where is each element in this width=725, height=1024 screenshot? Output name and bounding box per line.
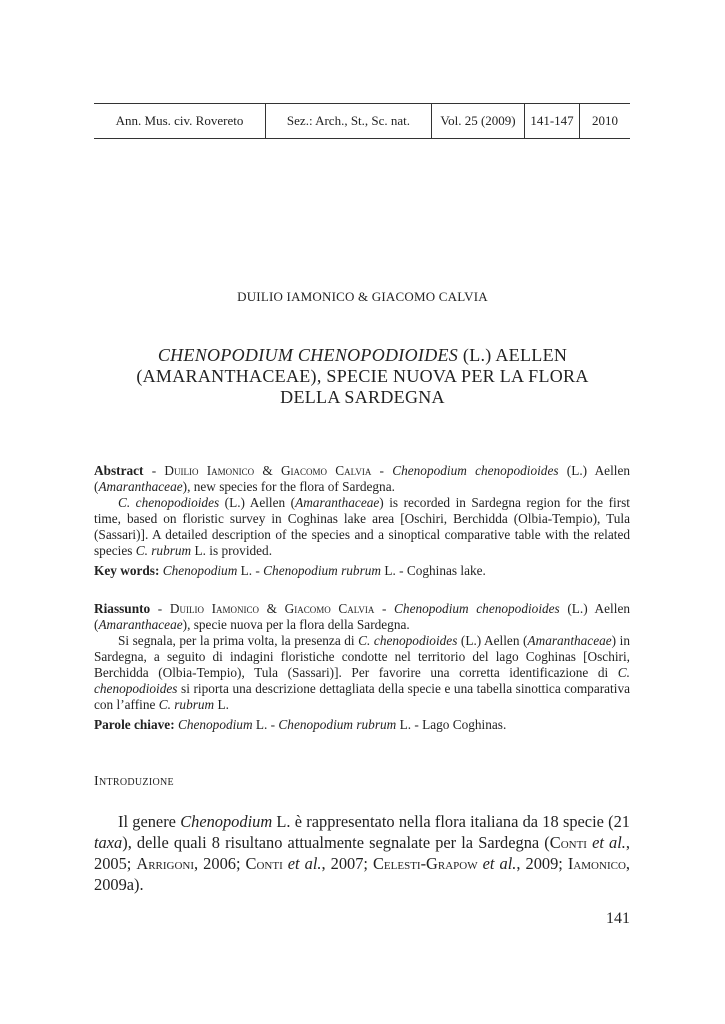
riassunto-text: L. [214,697,229,712]
title-line-2: (AMARANTHACEAE), SPECIE NUOVA PER LA FLORA [136,366,589,386]
abstract-taxon: C. chenopodioides [118,495,220,510]
riassunto-text: si riporta una descrizione dettagliata della specie e una tabella sinottica comparativa con l’affine [94,681,630,712]
abstract-title-paragraph [94,463,630,495]
abstract-body [94,495,630,559]
title-line-1 [0,345,725,366]
parole-chiave [94,717,630,733]
intro-text: , 2009; [516,854,568,873]
riassunto-text: ), specie nuova per la flora della Sardegna. [182,617,410,632]
citation-author: Iamonico [567,854,626,873]
riassunto-taxon: C. chenopodioides [94,665,630,696]
abstract-taxon: C. rubrum [135,543,192,558]
intro-paragraph [94,811,630,895]
abstract-text: ) is recorded in Sardegna region for the first time, based on floristic survey in Coghinas lake area [Oschiri, Berchidda (Olbia-Tempio), Tula (Sassari)]. A detailed description of the species and a sinoptical comparative table with the related species [94,495,630,558]
citation-etal: et al. [282,854,322,873]
abstract-text: (L.) Aellen ( [219,495,296,510]
riassunto-taxon: C. chenopodioides [358,633,458,648]
abstract-taxon: Chenopodium chenopodioides [392,463,559,478]
riassunto-family: Amaranthaceae [98,617,183,632]
keyword-taxon: Chenopodium rubrum [263,563,381,578]
abstract-sep: - [371,463,393,478]
intro-text: , 2007; [321,854,373,873]
paper-authors: DUILIO IAMONICO & GIACOMO CALVIA [237,289,488,304]
header-volume: Vol. 25 (2009) [431,104,524,138]
citation-etal: et al. [477,854,517,873]
journal-header [94,103,630,139]
header-journal: Ann. Mus. civ. Rovereto [115,113,244,128]
page-number: 141 [606,910,630,927]
citation-etal: et al. [586,833,626,852]
abstract-text: ), new species for the flora of Sardegna. [182,479,395,494]
keyword-taxon: Chenopodium rubrum [278,717,397,732]
keyword-text: L. - [237,563,264,578]
riassunto-family: Amaranthaceae [527,633,612,648]
keyword-taxon: Chenopodium [162,563,238,578]
intro-taxa: taxa [94,833,123,852]
riassunto-authors: Duilio Iamonico & Giacomo Calvia [169,601,375,616]
riassunto-taxon: Chenopodium chenopodioides [394,601,560,616]
riassunto-body [94,633,630,713]
abstract-family: Amaranthaceae [295,495,380,510]
riassunto-text: (L.) Aellen ( [94,601,630,632]
riassunto-sep: - [374,601,395,616]
header-pages: 141-147 [524,104,579,138]
intro-text: , 2009a). [94,854,630,894]
intro-text: Il genere [118,812,181,831]
abstract-section [94,463,630,579]
keywords-label: Key words: [94,563,160,578]
intro-text: ), delle quali 8 risultano attualmente segnalate per la Sardegna ( [122,833,550,852]
keyword-text: L. - Coghinas lake. [381,563,486,578]
riassunto-text: ) in Sardegna, a seguito di indagini floristiche condotte nel territorio del lago Coghinas [Oschiri, Berchidda (Olbia-Tempio), Tula (Sassari)]. Per favorire una corretta identificazione di [94,633,630,680]
riassunto-text: (L.) Aellen ( [457,633,528,648]
riassunto-title-paragraph [94,601,630,633]
introduction-text [94,811,630,895]
riassunto-taxon: C. rubrum [158,697,215,712]
keyword-text: L. - Lago Coghinas. [396,717,507,732]
keyword-text: L. - [252,717,279,732]
abstract-authors: Duilio Iamonico & Giacomo Calvia [164,463,372,478]
header-year: 2010 [579,104,630,138]
riassunto-sep: - [150,601,170,616]
keywords [94,563,630,579]
citation-author: Arrigoni [136,854,195,873]
paper-title [0,345,725,408]
parole-chiave-label: Parole chiave: [94,717,175,732]
abstract-label: Abstract [94,463,144,478]
intro-text: , 2005; [94,833,630,873]
abstract-sep: - [143,463,165,478]
header-section: Sez.: Arch., St., Sc. nat. [265,104,431,138]
intro-text: , 2006; [194,854,246,873]
abstract-family: Amaranthaceae [98,479,183,494]
abstract-text: L. is provided. [191,543,273,558]
citation-author: Celesti-Grapow [373,854,478,873]
abstract-text: (L.) Aellen ( [94,463,631,494]
section-heading-introduzione: Introduzione [94,774,174,789]
keyword-taxon: Chenopodium [177,717,253,732]
title-species: CHENOPODIUM CHENOPODIOIDES [157,345,459,365]
riassunto-label: Riassunto [94,601,151,616]
intro-text: L. è rappresentato nella flora italiana da 18 specie (21 [272,812,630,831]
citation-author: Conti [245,854,283,873]
title-line-1-rest: (L.) AELLEN [458,345,568,365]
citation-author: Conti [549,833,587,852]
riassunto-section [94,601,630,733]
riassunto-text: Si segnala, per la prima volta, la presenza di [118,633,359,648]
intro-taxon: Chenopodium [180,812,273,831]
title-line-3: DELLA SARDEGNA [280,387,445,407]
